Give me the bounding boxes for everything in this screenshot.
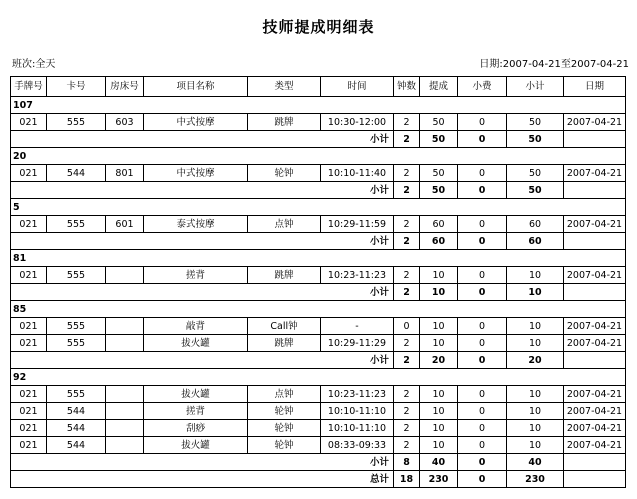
table-row bbox=[11, 386, 626, 403]
subtotal-row bbox=[11, 454, 626, 471]
table-cell: 10 bbox=[420, 335, 458, 352]
subtotal-label: 小计 bbox=[321, 131, 394, 148]
table-cell: 搓背 bbox=[144, 267, 248, 284]
subtotal-commission: 40 bbox=[420, 454, 458, 471]
table-cell: 021 bbox=[11, 318, 47, 335]
date-range: 日期:2007-04-21至2007-04-21 bbox=[479, 59, 629, 70]
subtotal-tip: 0 bbox=[458, 454, 507, 471]
table-cell: 10 bbox=[507, 403, 564, 420]
table-cell: 10:30-12:00 bbox=[321, 114, 394, 131]
subtotal-spacer bbox=[564, 454, 626, 471]
table-cell: 10:10-11:10 bbox=[321, 420, 394, 437]
table-row bbox=[11, 216, 626, 233]
subtotal-row bbox=[11, 233, 626, 250]
group-header-row bbox=[11, 250, 626, 267]
table-cell: 0 bbox=[458, 216, 507, 233]
subtotal-row bbox=[11, 131, 626, 148]
table-row bbox=[11, 403, 626, 420]
grand-total-tip: 0 bbox=[458, 471, 507, 488]
subtotal-spacer bbox=[564, 233, 626, 250]
column-header: 小费 bbox=[458, 77, 507, 97]
table-cell: 60 bbox=[420, 216, 458, 233]
table-cell: 021 bbox=[11, 267, 47, 284]
subtotal-label: 小计 bbox=[321, 284, 394, 301]
table-cell bbox=[106, 386, 144, 403]
shift-label: 班次:全天 bbox=[12, 59, 56, 70]
table-cell bbox=[106, 420, 144, 437]
table-cell: 中式按摩 bbox=[144, 114, 248, 131]
table-cell: 544 bbox=[47, 165, 106, 182]
table-cell: 021 bbox=[11, 403, 47, 420]
subtotal-clocks: 2 bbox=[394, 352, 420, 369]
subtotal-commission: 20 bbox=[420, 352, 458, 369]
subtotal-spacer bbox=[564, 352, 626, 369]
group-id: 92 bbox=[11, 369, 626, 386]
table-cell: 021 bbox=[11, 114, 47, 131]
table-cell: 刮痧 bbox=[144, 420, 248, 437]
table-cell: 拔火罐 bbox=[144, 335, 248, 352]
table-cell: 2007-04-21 bbox=[564, 335, 626, 352]
table-row bbox=[11, 335, 626, 352]
table-cell: 021 bbox=[11, 437, 47, 454]
subtotal-total: 50 bbox=[507, 131, 564, 148]
grand-total-row bbox=[11, 471, 626, 488]
table-cell: 10:29-11:59 bbox=[321, 216, 394, 233]
table-cell bbox=[106, 335, 144, 352]
column-header: 类型 bbox=[248, 77, 321, 97]
table-cell bbox=[106, 403, 144, 420]
table-cell: 555 bbox=[47, 386, 106, 403]
subtotal-commission: 50 bbox=[420, 182, 458, 199]
subtotal-total: 50 bbox=[507, 182, 564, 199]
table-cell: 021 bbox=[11, 216, 47, 233]
subtotal-label: 小计 bbox=[321, 182, 394, 199]
column-header: 日期 bbox=[564, 77, 626, 97]
column-header: 房床号 bbox=[106, 77, 144, 97]
table-cell: 021 bbox=[11, 386, 47, 403]
table-cell: 08:33-09:33 bbox=[321, 437, 394, 454]
grand-total-commission: 230 bbox=[420, 471, 458, 488]
subtotal-commission: 10 bbox=[420, 284, 458, 301]
table-cell: 544 bbox=[47, 420, 106, 437]
table-cell: 544 bbox=[47, 403, 106, 420]
subtotal-clocks: 2 bbox=[394, 131, 420, 148]
table-cell: 轮钟 bbox=[248, 420, 321, 437]
subtotal-spacer bbox=[564, 284, 626, 301]
table-cell: 2007-04-21 bbox=[564, 165, 626, 182]
table-cell: 10:10-11:40 bbox=[321, 165, 394, 182]
table-cell: 50 bbox=[420, 114, 458, 131]
subtotal-row bbox=[11, 284, 626, 301]
table-cell: 拔火罐 bbox=[144, 437, 248, 454]
table-cell: 2 bbox=[394, 420, 420, 437]
subtotal-clocks: 2 bbox=[394, 233, 420, 250]
table-cell: 0 bbox=[458, 335, 507, 352]
column-header: 项目名称 bbox=[144, 77, 248, 97]
table-cell: 544 bbox=[47, 437, 106, 454]
table-cell: 50 bbox=[507, 165, 564, 182]
group-id: 107 bbox=[11, 97, 626, 114]
column-header: 时间 bbox=[321, 77, 394, 97]
table-cell: 2007-04-21 bbox=[564, 403, 626, 420]
subtotal-total: 20 bbox=[507, 352, 564, 369]
table-cell: 10 bbox=[507, 335, 564, 352]
group-header-row bbox=[11, 199, 626, 216]
table-cell: 2007-04-21 bbox=[564, 386, 626, 403]
table-cell: Call钟 bbox=[248, 318, 321, 335]
table-cell: 601 bbox=[106, 216, 144, 233]
subtotal-row bbox=[11, 352, 626, 369]
grand-total-clocks: 18 bbox=[394, 471, 420, 488]
table-cell: 555 bbox=[47, 335, 106, 352]
table-header-row bbox=[11, 77, 626, 97]
table-cell: 10 bbox=[420, 403, 458, 420]
subtotal-total: 10 bbox=[507, 284, 564, 301]
subtotal-commission: 50 bbox=[420, 131, 458, 148]
table-cell: 2 bbox=[394, 386, 420, 403]
subtotal-total: 40 bbox=[507, 454, 564, 471]
report-title: 技师提成明细表 bbox=[262, 18, 375, 36]
group-id: 85 bbox=[11, 301, 626, 318]
table-cell: 801 bbox=[106, 165, 144, 182]
subtotal-label: 小计 bbox=[321, 233, 394, 250]
table-row bbox=[11, 114, 626, 131]
subtotal-commission: 60 bbox=[420, 233, 458, 250]
subtotal-tip: 0 bbox=[458, 284, 507, 301]
subtotal-total: 60 bbox=[507, 233, 564, 250]
table-cell: 拔火罐 bbox=[144, 386, 248, 403]
table-cell: 0 bbox=[458, 165, 507, 182]
table-cell: 2 bbox=[394, 267, 420, 284]
table-cell: 轮钟 bbox=[248, 437, 321, 454]
table-cell: 2007-04-21 bbox=[564, 216, 626, 233]
subtotal-spacer bbox=[564, 182, 626, 199]
table-cell: 10 bbox=[507, 318, 564, 335]
table-cell: 中式按摩 bbox=[144, 165, 248, 182]
table-cell: 搓背 bbox=[144, 403, 248, 420]
table-cell: 点钟 bbox=[248, 386, 321, 403]
table-row bbox=[11, 267, 626, 284]
group-id: 20 bbox=[11, 148, 626, 165]
table-cell: 555 bbox=[47, 114, 106, 131]
table-cell: 泰式按摩 bbox=[144, 216, 248, 233]
subtotal-spacer bbox=[564, 131, 626, 148]
subtotal-spacer bbox=[11, 352, 321, 369]
table-cell: 10 bbox=[507, 437, 564, 454]
table-cell: 0 bbox=[458, 420, 507, 437]
column-header: 手牌号 bbox=[11, 77, 47, 97]
table-cell: 10:23-11:23 bbox=[321, 267, 394, 284]
table-cell: 2 bbox=[394, 403, 420, 420]
table-cell: 10:23-11:23 bbox=[321, 386, 394, 403]
total-spacer bbox=[11, 471, 321, 488]
table-cell: 2 bbox=[394, 114, 420, 131]
table-cell: 021 bbox=[11, 165, 47, 182]
table-cell: 2007-04-21 bbox=[564, 420, 626, 437]
table-cell: 跳牌 bbox=[248, 335, 321, 352]
table-cell: 轮钟 bbox=[248, 165, 321, 182]
table-cell: 60 bbox=[507, 216, 564, 233]
table-cell: 跳牌 bbox=[248, 267, 321, 284]
table-cell: 敲背 bbox=[144, 318, 248, 335]
subtotal-spacer bbox=[11, 284, 321, 301]
table-cell: 50 bbox=[507, 114, 564, 131]
total-spacer bbox=[564, 471, 626, 488]
table-cell: 10 bbox=[507, 267, 564, 284]
subtotal-label: 小计 bbox=[321, 352, 394, 369]
subtotal-clocks: 8 bbox=[394, 454, 420, 471]
table-cell: 2007-04-21 bbox=[564, 267, 626, 284]
table-cell: 10 bbox=[420, 318, 458, 335]
table-cell: 555 bbox=[47, 267, 106, 284]
table-cell: 2007-04-21 bbox=[564, 114, 626, 131]
subtotal-tip: 0 bbox=[458, 131, 507, 148]
table-cell: 021 bbox=[11, 420, 47, 437]
table-cell: - bbox=[321, 318, 394, 335]
subtotal-tip: 0 bbox=[458, 233, 507, 250]
subtotal-tip: 0 bbox=[458, 182, 507, 199]
table-cell: 10:10-11:10 bbox=[321, 403, 394, 420]
table-cell: 021 bbox=[11, 335, 47, 352]
table-cell: 2 bbox=[394, 216, 420, 233]
table-cell: 0 bbox=[458, 386, 507, 403]
grand-total-label: 总计 bbox=[321, 471, 394, 488]
group-header-row bbox=[11, 369, 626, 386]
table-cell: 555 bbox=[47, 318, 106, 335]
table-cell: 点钟 bbox=[248, 216, 321, 233]
column-header: 小计 bbox=[507, 77, 564, 97]
subtotal-clocks: 2 bbox=[394, 182, 420, 199]
column-header: 提成 bbox=[420, 77, 458, 97]
table-cell: 0 bbox=[394, 318, 420, 335]
table-cell: 2 bbox=[394, 165, 420, 182]
column-header: 钟数 bbox=[394, 77, 420, 97]
table-cell: 555 bbox=[47, 216, 106, 233]
table-cell: 10 bbox=[420, 437, 458, 454]
table-cell: 0 bbox=[458, 403, 507, 420]
table-cell: 10 bbox=[420, 386, 458, 403]
group-id: 81 bbox=[11, 250, 626, 267]
subtotal-tip: 0 bbox=[458, 352, 507, 369]
group-id: 5 bbox=[11, 199, 626, 216]
table-row bbox=[11, 318, 626, 335]
table-row bbox=[11, 420, 626, 437]
table-cell: 0 bbox=[458, 114, 507, 131]
subtotal-spacer bbox=[11, 131, 321, 148]
table-cell: 10:29-11:29 bbox=[321, 335, 394, 352]
group-header-row bbox=[11, 148, 626, 165]
subtotal-spacer bbox=[11, 182, 321, 199]
subtotal-label: 小计 bbox=[321, 454, 394, 471]
table-cell: 2 bbox=[394, 437, 420, 454]
table-cell: 2007-04-21 bbox=[564, 318, 626, 335]
table-cell bbox=[106, 318, 144, 335]
table-cell: 2 bbox=[394, 335, 420, 352]
commission-table bbox=[10, 76, 626, 488]
table-row bbox=[11, 165, 626, 182]
table-cell: 0 bbox=[458, 437, 507, 454]
table-cell bbox=[106, 437, 144, 454]
subtotal-spacer bbox=[11, 233, 321, 250]
table-cell: 50 bbox=[420, 165, 458, 182]
table-cell bbox=[106, 267, 144, 284]
table-row bbox=[11, 437, 626, 454]
table-cell: 10 bbox=[420, 420, 458, 437]
subtotal-spacer bbox=[11, 454, 321, 471]
table-cell: 跳牌 bbox=[248, 114, 321, 131]
subtotal-row bbox=[11, 182, 626, 199]
table-cell: 2007-04-21 bbox=[564, 437, 626, 454]
table-cell: 0 bbox=[458, 318, 507, 335]
table-cell: 轮钟 bbox=[248, 403, 321, 420]
column-header: 卡号 bbox=[47, 77, 106, 97]
table-cell: 10 bbox=[420, 267, 458, 284]
subtotal-clocks: 2 bbox=[394, 284, 420, 301]
group-header-row bbox=[11, 97, 626, 114]
table-cell: 10 bbox=[507, 386, 564, 403]
table-cell: 10 bbox=[507, 420, 564, 437]
grand-total-total: 230 bbox=[507, 471, 564, 488]
table-cell: 603 bbox=[106, 114, 144, 131]
group-header-row bbox=[11, 301, 626, 318]
table-cell: 0 bbox=[458, 267, 507, 284]
